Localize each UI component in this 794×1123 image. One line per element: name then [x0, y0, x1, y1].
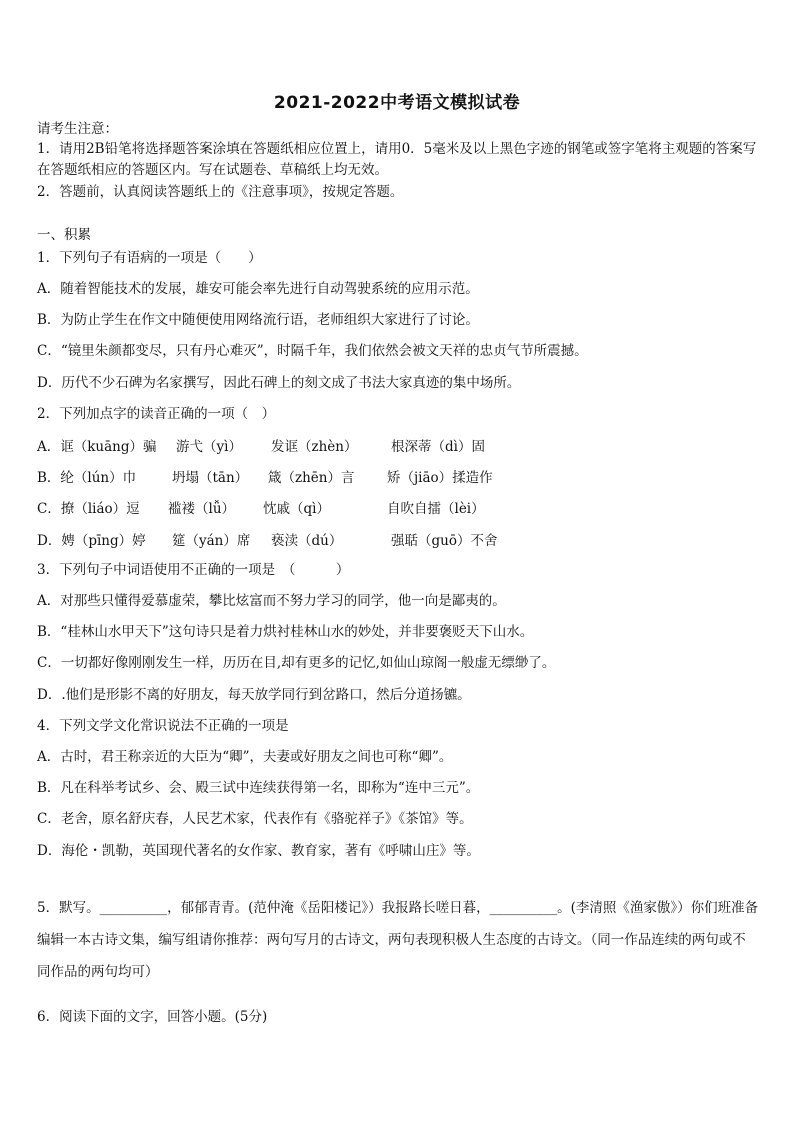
q2-a-4: 根深蒂（dì）固: [391, 439, 485, 455]
notice-item-1: 1．请用2B铅笔将选择题答案涂填在答题纸相应位置上，请用0．5毫米及以上黑色字迹的钢笔或签字笔将主观题的答案写在答题纸相应的答题区内。写在试题卷、草稿纸上均无效。: [37, 141, 757, 178]
q5-text: 5．默写。__________，郁郁青青。(范仲淹《岳阳楼记》）我报路长嗟日暮，__________。(李清照《渔家傲》）你们班准备编辑一本古诗文集，编写组请你推荐：两句写月的古诗文，两句表现积极人生态度的古诗文。（同一作品连续的两句或不同作品的两句均可）: [37, 900, 759, 980]
q3-option-b: B．“桂林山水甲天下”这句诗只是着力烘衬桂林山水的妙处，并非要褒贬天下山水。: [37, 624, 534, 640]
q4-option-c: C．老舍，原名舒庆春，人民艺术家，代表作有《骆驼祥子》《茶馆》等。: [37, 811, 473, 827]
q2-b-2: 坍塌（tān）: [172, 470, 249, 486]
q2-c-3: 忱戚（qì）: [263, 501, 330, 517]
q2-d-2: 筵（yán）席: [172, 533, 251, 549]
q2-c-4: 自吹自擂（lèi）: [387, 501, 485, 517]
q2-stem: 2．下列加点字的读音正确的一项（ ）: [37, 406, 276, 422]
q3-option-d: D．.他们是形影不离的好朋友，每天放学同行到岔路口，然后分道扬镳。: [37, 687, 471, 703]
notice-heading: 请考生注意：: [37, 121, 118, 137]
q1-option-d: D．历代不少石碑为名家撰写，因此石碑上的刻文成了书法大家真迹的集中场所。: [37, 375, 521, 391]
q3-option-a: A．对那些只懂得爱慕虚荣，攀比炫富而不努力学习的同学，他一向是鄙夷的。: [37, 593, 506, 609]
q6-stem: 6．阅读下面的文字，回答小题。(5分): [37, 1009, 268, 1025]
q3-option-c: C．一切都好像刚刚发生一样，历历在目,却有更多的记忆,如仙山琼阁一般虚无缥缈了。: [37, 655, 556, 671]
q2-d-4: 强聒（guō）不舍: [391, 533, 498, 549]
q4-option-b: B．凡在科举考试乡、会、殿三试中连续获得第一名，即称为“连中三元”。: [37, 780, 480, 796]
q1-option-a: A．随着智能技术的发展，雄安可能会率先进行自动驾驶系统的应用示范。: [37, 281, 479, 297]
q4-stem: 4．下列文学文化常识说法不正确的一项是: [37, 718, 289, 734]
q2-d-1: D．娉（pīng）婷: [37, 533, 146, 549]
q4-option-a: A．古时，君王称亲近的大臣为“卿”，夫妻或好朋友之间也可称“卿”。: [37, 749, 453, 765]
section-heading: 一、积累: [37, 227, 91, 243]
q1-option-c: C．“镜里朱颜都变尽，只有丹心难灭”，时隔千年，我们依然会被文天祥的忠贞气节所震撼。: [37, 343, 588, 359]
q2-b-1: B．纶（lún）巾: [37, 470, 137, 486]
q4-option-d: D．海伦・凯勒，英国现代著名的女作家、教育家，著有《呼啸山庄》等。: [37, 843, 480, 859]
q2-a-3: 发诓（zhèn）: [271, 439, 358, 455]
q2-b-3: 箴（zhēn）言: [268, 470, 355, 486]
notice-item-2: 2．答题前，认真阅读答题纸上的《注意事项》，按规定答题。: [37, 184, 404, 200]
q2-c-2: 褴褛（lǚ）: [168, 501, 236, 517]
q2-b-4: 矫（jiāo）揉造作: [387, 470, 493, 486]
page-title: 2021-2022中考语文模拟试卷: [273, 93, 521, 113]
q2-a-2: 游弋（yì）: [176, 439, 242, 455]
q1-stem: 1．下列句子有语病的一项是（ ）: [37, 250, 262, 266]
q3-stem: 3．下列句子中词语使用不正确的一项是 （ ）: [37, 562, 350, 578]
q2-a-1: A．诓（kuāng）骗: [37, 439, 157, 455]
q1-option-b: B．为防止学生在作文中随便使用网络流行语，老师组织大家进行了讨论。: [37, 312, 479, 328]
q2-d-3: 亵渎（dú）: [271, 533, 343, 549]
q2-c-1: C．撩（liáo）逗: [37, 501, 140, 517]
